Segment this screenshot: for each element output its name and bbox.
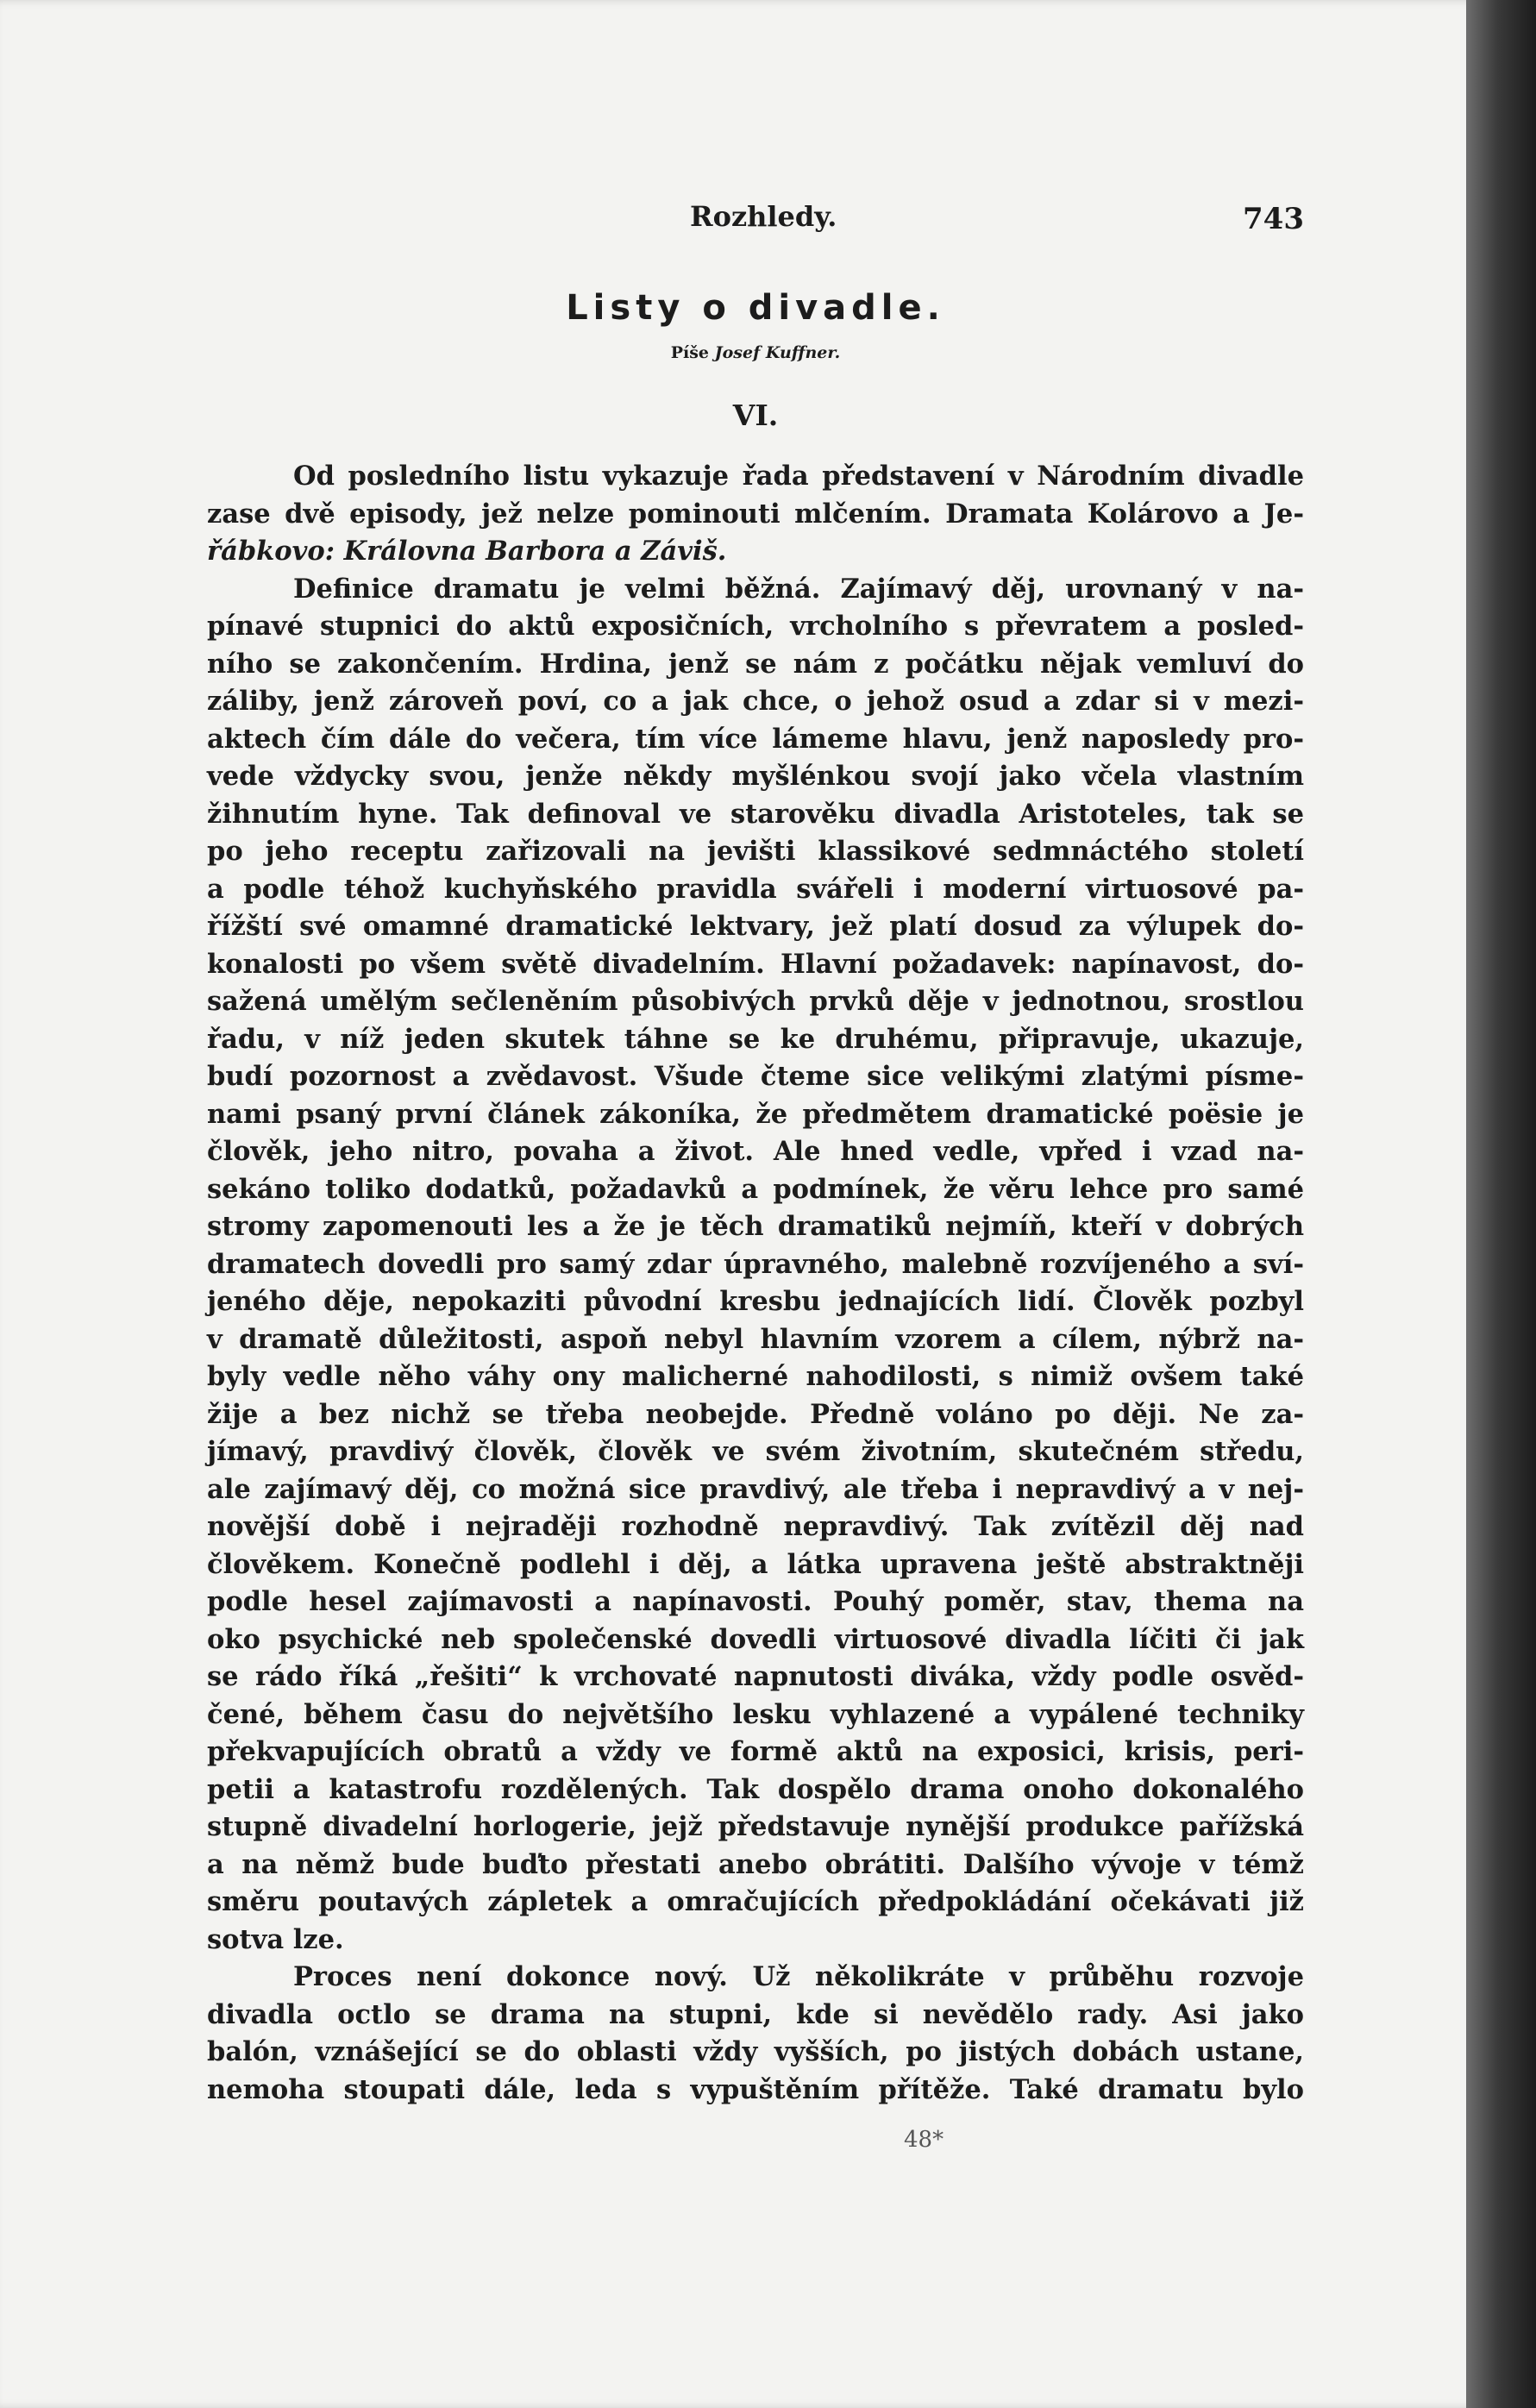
text-line: aktech čím dále do večera, tím více lámeme hlavu, jenž naposledy pro- [207,723,1304,755]
article-title: Listy o divadle. [566,288,945,328]
text-line: ale zajímavý děj, co možná sice pravdivý, ale třeba i nepravdivý a v nej- [207,1473,1304,1505]
text-line: směru poutavých zápletek a omračujících předpokládání očekávati již [207,1886,1304,1917]
text-line: žihnutím hyne. Tak definoval ve starověku divadla Aristoteles, tak se [207,798,1304,830]
text-line: nami psaný první článek zákoníka, že předmětem dramatické poësie je [207,1098,1304,1130]
text-line: sekáno toliko dodatků, požadavků a podmínek, že věru lehce pro samé [207,1173,1304,1205]
text-line: konalosti po všem světě divadelním. Hlavní požadavek: napínavost, do- [207,948,1304,980]
text-line: petii a katastrofu rozdělených. Tak dospělo drama onoho dokonalého [207,1773,1304,1805]
text-line: byly vedle něho váhy ony malicherné nahodilosti, s nimiž ovšem také [207,1361,1304,1392]
text-line: balón, vznášející se do oblasti vždy vyšších, po jistých dobách ustane, [207,2036,1304,2067]
text-line: zase dvě episody, jež nelze pominouti mlčením. Dramata Kolárovo a Je- [207,498,1304,530]
text-line: se rádo říká „řešiti“ k vrchovaté napnutosti diváka, vždy podle osvěd- [207,1661,1304,1692]
text-line: řábkovo: Královna Barbora a Záviš. [207,536,727,567]
byline [207,343,1304,362]
running-title: Rozhledy. [690,200,837,233]
text-line: sotva lze. [207,1923,344,1955]
text-line: sažená umělým sečleněním působivých prvků děje v jednotnou, srostlou [207,986,1304,1017]
text-line: ního se zakončením. Hrdina, jenž se nám z počátku nějak vemluví do [207,648,1304,680]
byline-author: Josef Kuffner. [714,343,841,362]
body-text [207,458,1304,2109]
text-line: pínavé stupnici do aktů exposičních, vrcholního s převratem a posled- [207,611,1304,642]
text-line: jeného děje, nepokaziti původní kresbu jednajících lidí. Člověk pozbyl [207,1286,1304,1317]
scan-edge [1466,0,1536,2408]
signature-mark: 48* [904,2127,944,2153]
text-line: Proces není dokonce nový. Už několikráte v průběhu rozvoje [293,1961,1304,1992]
text-line: novější době i nejraději rozhodně nepravdivý. Tak zvítězil děj nad [207,1511,1304,1542]
running-head [207,197,1304,240]
text-line: řížští své omamné dramatické lektvary, jež platí dosud za výlupek do- [207,911,1304,942]
text-line: člověkem. Konečně podlehl i děj, a látka upravena ještě abstraktněji [207,1548,1304,1580]
text-line: Definice dramatu je velmi běžná. Zajímavý děj, urovnaný v na- [293,573,1304,605]
text-line: záliby, jenž zároveň poví, co a jak chce, o jehož osud a zdar si v mezi- [207,686,1304,717]
text-line: dramatech dovedli pro samý zdar úpravného, malebně rozvíjeného a sví- [207,1248,1304,1280]
section-number: VI. [732,398,779,432]
text-line: podle hesel zajímavosti a napínavosti. Pouhý poměr, stav, thema na [207,1586,1304,1617]
text-line: člověk, jeho nitro, povaha a život. Ale hned vedle, vpřed i vzad na- [207,1136,1304,1167]
text-line: Od posledního listu vykazuje řada představení v Národním divadle [293,461,1304,492]
text-line: divadla octlo se drama na stupni, kde si nevědělo rady. Asi jako [207,1998,1304,2030]
text-line: řadu, v níž jeden skutek táhne se ke druhému, připravuje, ukazuje, [207,1023,1304,1055]
text-line: stupně divadelní horlogerie, jejž představuje nynější produkce pařížská [207,1811,1304,1842]
text-line: a na němž bude buďto přestati anebo obrátiti. Dalšího vývoje v témž [207,1848,1304,1880]
text-line: vede vždycky svou, jenže někdy myšlénkou svojí jako včela vlastním [207,761,1304,792]
text-line: po jeho receptu zařizovali na jevišti klassikové sedmnáctého století [207,836,1304,867]
text-line: překvapujících obratů a vždy ve formě aktů na exposici, krisis, peri- [207,1736,1304,1767]
text-line: čené, během času do největšího lesku vyhlazené a vypálené techniky [207,1698,1304,1730]
text-line: budí pozornost a zvědavost. Všude čteme sice velikými zlatými písme- [207,1061,1304,1092]
page-content [207,197,1304,2109]
text-line: stromy zapomenouti les a že je těch dramatiků nejmíň, kteří v dobrých [207,1211,1304,1242]
text-line: žije a bez nichž se třeba neobejde. Předně voláno po ději. Ne za- [207,1398,1304,1430]
text-line: a podle téhož kuchyňského pravidla svářeli i moderní virtuosové pa- [207,873,1304,905]
text-line: nemoha stoupati dále, leda s vypuštěním přítěže. Také dramatu bylo [207,2073,1304,2105]
text-line: oko psychické neb společenské dovedli virtuosové divadla líčiti či jak [207,1623,1304,1655]
text-line: v dramatě důležitosti, aspoň nebyl hlavním vzorem a cílem, nýbrž na- [207,1323,1304,1355]
byline-prefix: Píše [670,343,709,362]
text-line: jímavý, pravdivý člověk, člověk ve svém životním, skutečném středu, [207,1436,1304,1467]
page-number: 743 [1243,202,1304,236]
